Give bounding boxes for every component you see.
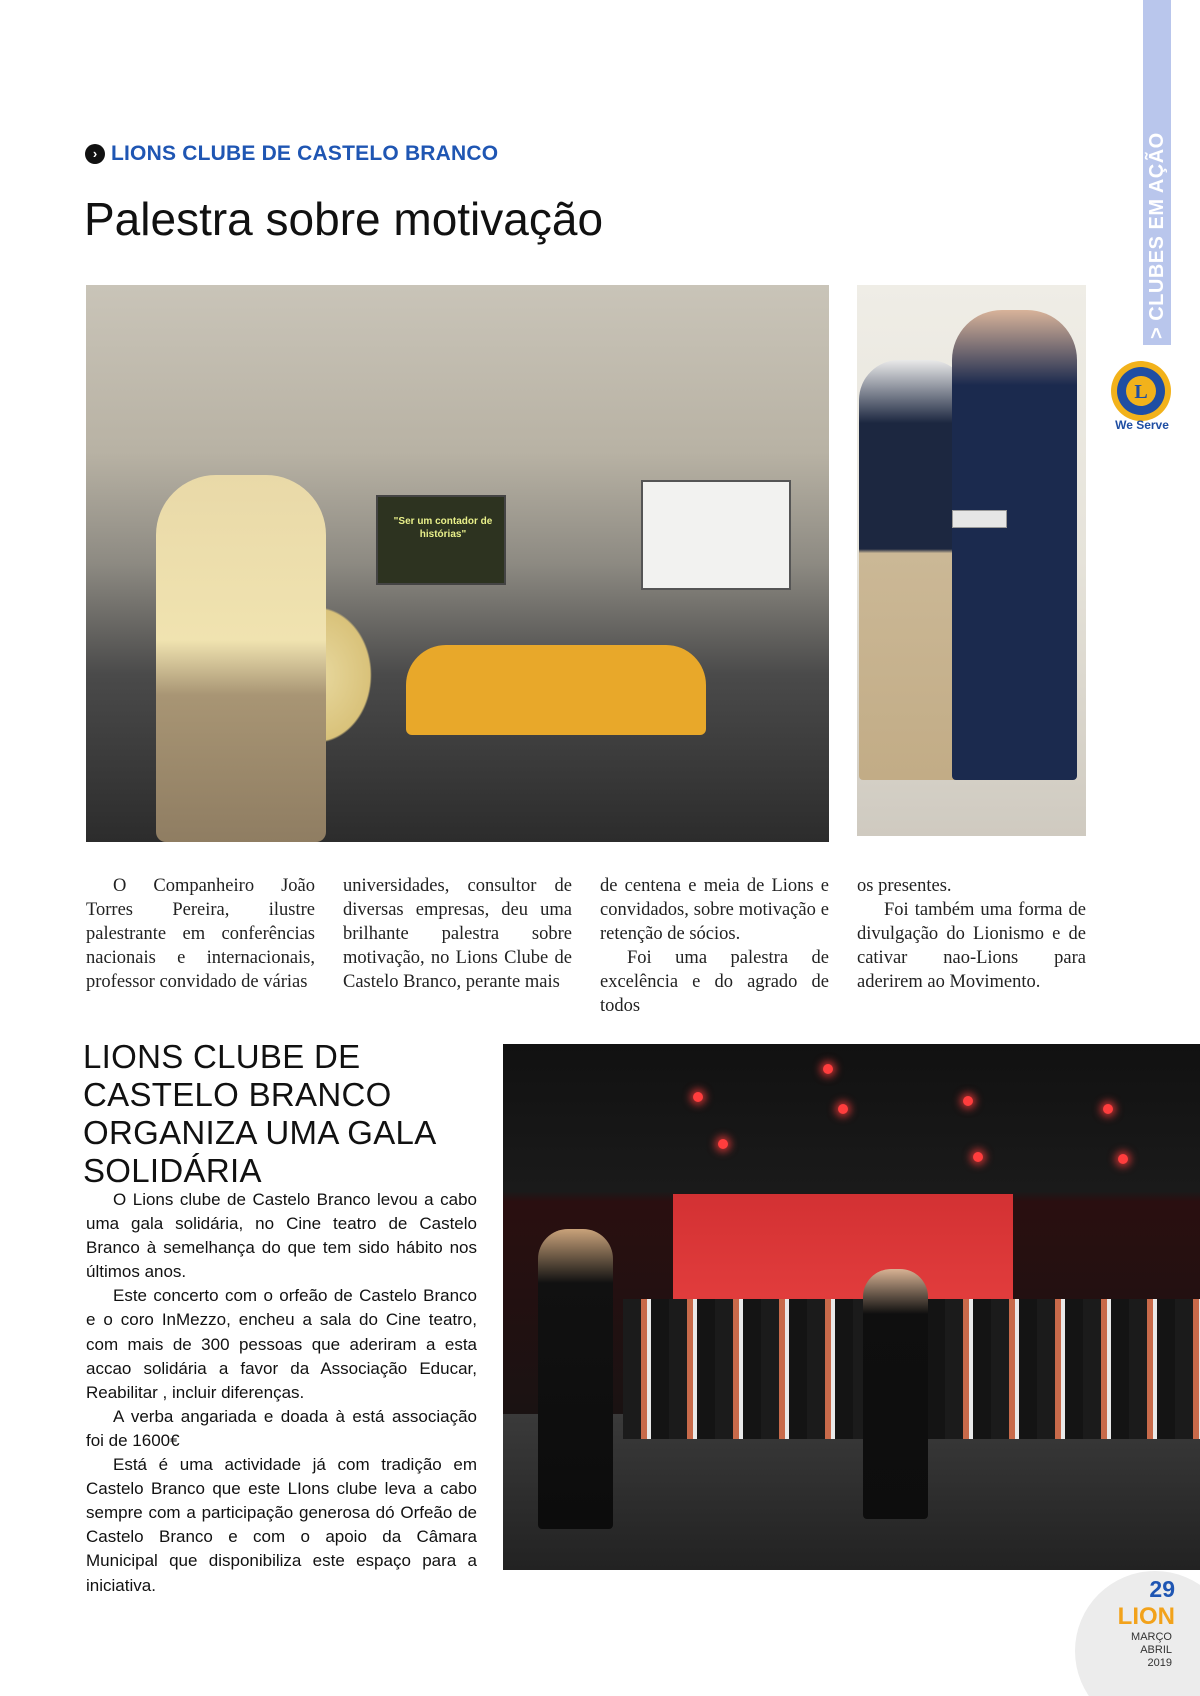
article1-column-4	[857, 874, 1086, 994]
stage-light	[963, 1096, 973, 1106]
gift-box	[952, 510, 1007, 528]
article1-column-2	[343, 874, 572, 994]
article1-paragraph: os presentes.	[857, 876, 952, 896]
projection-text: "Ser um contador de histórias"	[393, 516, 493, 540]
arrow-bullet-icon: ›	[85, 144, 105, 164]
side-tab-label-wrap	[1143, 109, 1171, 339]
projection-screen-blank	[641, 480, 791, 590]
stage-light	[1103, 1104, 1113, 1114]
stage-light	[718, 1139, 728, 1149]
stage-light	[973, 1152, 983, 1162]
page-number: 29	[1149, 1576, 1175, 1602]
article-headline: Palestra sobre motivação	[84, 193, 604, 245]
article1-paragraph: universidades, consultor de diversas empresas, deu uma brilhante palestra sobre motivação, no Lions Clube de Castelo Branco, perante mais	[343, 876, 572, 992]
article2-paragraph: A verba angariada e doada à está associação foi de 1600€	[86, 1406, 477, 1450]
section-side-tab	[1143, 0, 1171, 345]
article1-column-1	[86, 874, 315, 994]
banquet-speaker-photo	[86, 285, 829, 842]
article2-paragraph: O Lions clube de Castelo Branco levou a cabo uma gala solidária, no Cine teatro de Castelo Branco à semelhança do que tem sido hábito nos últimos anos.	[86, 1190, 477, 1282]
article2-body	[86, 1188, 477, 1598]
article1-column-3	[600, 874, 829, 1018]
stage-light	[1118, 1154, 1128, 1164]
svg-text:L: L	[1134, 381, 1148, 403]
article1-paragraph: Foi também uma forma de divulgação do Lionismo e de cativar nao-Lions para aderirem ao Movimento.	[857, 900, 1086, 992]
younger-man-figure	[952, 310, 1077, 780]
article2-paragraph: Está é uma actividade já com tradição em Castelo Branco que este LIons clube leva a cabo sempre com a participação generosa dó Orfeão de Castelo Branco e com o apoio da Câmara Municipal que disponibiliza este espaço para a iniciativa.	[86, 1455, 477, 1595]
section-label: > CLUBES EM AÇÃO	[1146, 132, 1168, 339]
issue-year: 2019	[1147, 1657, 1172, 1669]
presenter-figure	[538, 1229, 613, 1529]
magazine-title: LION	[1117, 1603, 1175, 1630]
projection-screen	[376, 495, 506, 585]
soloist-figure	[863, 1269, 928, 1519]
stage-light	[838, 1104, 848, 1114]
article-kicker	[85, 142, 498, 166]
we-serve-tagline: We Serve	[1115, 418, 1169, 432]
stage-light	[823, 1064, 833, 1074]
article1-paragraph: Foi uma palestra de excelência e do agrado de todos	[600, 948, 829, 1016]
speaker-figure	[156, 475, 326, 842]
article2-paragraph: Este concerto com o orfeão de Castelo Branco e o coro InMezzo, encheu a sala do Cine teatro, com mais de 300 pessoas que aderiram a esta accao solidária a favor da Associação Educar, Reabilitar , incluir diferenças.	[86, 1286, 477, 1402]
stage-light	[693, 1092, 703, 1102]
issue-month-2: ABRIL	[1140, 1644, 1172, 1656]
banquet-table	[406, 645, 706, 735]
gala-concert-photo	[503, 1044, 1200, 1570]
issue-month-1: MARÇO	[1131, 1631, 1172, 1643]
article1-paragraph: de centena e meia de Lions e convidados, sobre motivação e retenção de sócios.	[600, 876, 829, 944]
lions-logo-icon	[1108, 358, 1174, 426]
kicker-text: LIONS CLUBE DE CASTELO BRANCO	[111, 142, 499, 165]
article1-paragraph: O Companheiro João Torres Pereira, ilustre palestrante em conferências nacionais e internacionais, professor convidado de várias	[86, 876, 315, 992]
award-handover-photo	[857, 285, 1086, 836]
article2-headline: LIONS CLUBE DE CASTELO BRANCO ORGANIZA UMA GALA SOLIDÁRIA	[83, 1038, 435, 1189]
